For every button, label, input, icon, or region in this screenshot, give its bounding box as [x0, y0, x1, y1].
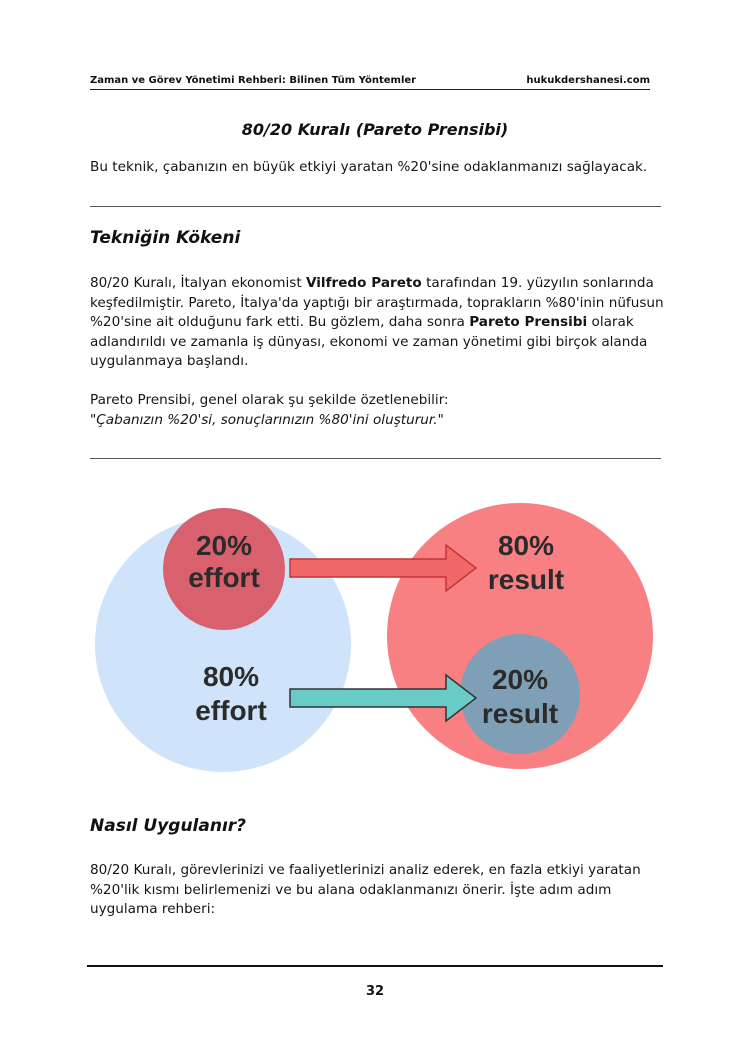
section-divider-1	[90, 206, 661, 207]
effort-large-percent: 80%	[202, 661, 260, 692]
summary-quote: "Çabanızın %20'si, sonuçlarınızın %80'ini oluşturur."	[90, 411, 444, 428]
summary-paragraph	[90, 391, 665, 430]
origin-text-1: 80/20 Kuralı, İtalyan ekonomist	[90, 275, 306, 291]
header-site-name: hukukdershanesi.com	[526, 75, 650, 86]
origin-name-bold: Vilfredo Pareto	[305, 275, 422, 291]
result-small-label: result	[481, 698, 559, 729]
pareto-diagram	[95, 500, 665, 785]
apply-paragraph: 80/20 Kuralı, görevlerinizi ve faaliyetlerinizi analiz ederek, en fazla etkiyi yaratan %20'lik kısmı belirlemenizi ve bu alana odaklanmanızı önerir. İşte adım adım uygulama rehberi:	[90, 862, 641, 917]
result-large-label: result	[487, 564, 565, 595]
origin-term-bold: Pareto Prensibi	[469, 314, 588, 330]
apply-heading: Nasıl Uygulanır?	[90, 816, 247, 836]
intro-paragraph: Bu teknik, çabanızın en büyük etkiyi yaratan %20'sine odaklanmanızı sağlayacak.	[90, 159, 648, 175]
header-rule	[90, 89, 650, 90]
page-number: 32	[365, 984, 385, 999]
effort-small-label: effort	[188, 562, 260, 593]
footer-rule	[87, 965, 663, 967]
summary-line: Pareto Prensibi, genel olarak şu şekilde özetlenebilir:	[90, 392, 449, 408]
header-doc-title: Zaman ve Görev Yönetimi Rehberi: Bilinen Tüm Yöntemler	[90, 75, 417, 86]
result-large-percent: 80%	[497, 530, 555, 561]
effort-small-percent: 20%	[195, 530, 253, 561]
origin-text-3: olarak adlandırıldı ve zamanla iş dünyası, ekonomi ve zaman yönetimi gibi birçok alanda uygulanmaya başlandı.	[90, 314, 648, 369]
result-small-percent: 20%	[491, 664, 549, 695]
page-title: 80/20 Kuralı (Pareto Prensibi)	[241, 120, 509, 139]
origin-text-2: tarafından 19. yüzyılın sonlarında keşfedilmiştir. Pareto, İtalya'da yaptığı bir araştırmada, toprakların %80'inin nüfusun %20'sine ait olduğunu fark etti. Bu gözlem, daha sonra	[90, 275, 664, 330]
section-divider-2	[90, 458, 661, 459]
origin-heading: Tekniğin Kökeni	[90, 228, 241, 248]
origin-paragraph	[90, 274, 665, 372]
effort-large-label: effort	[195, 695, 267, 726]
